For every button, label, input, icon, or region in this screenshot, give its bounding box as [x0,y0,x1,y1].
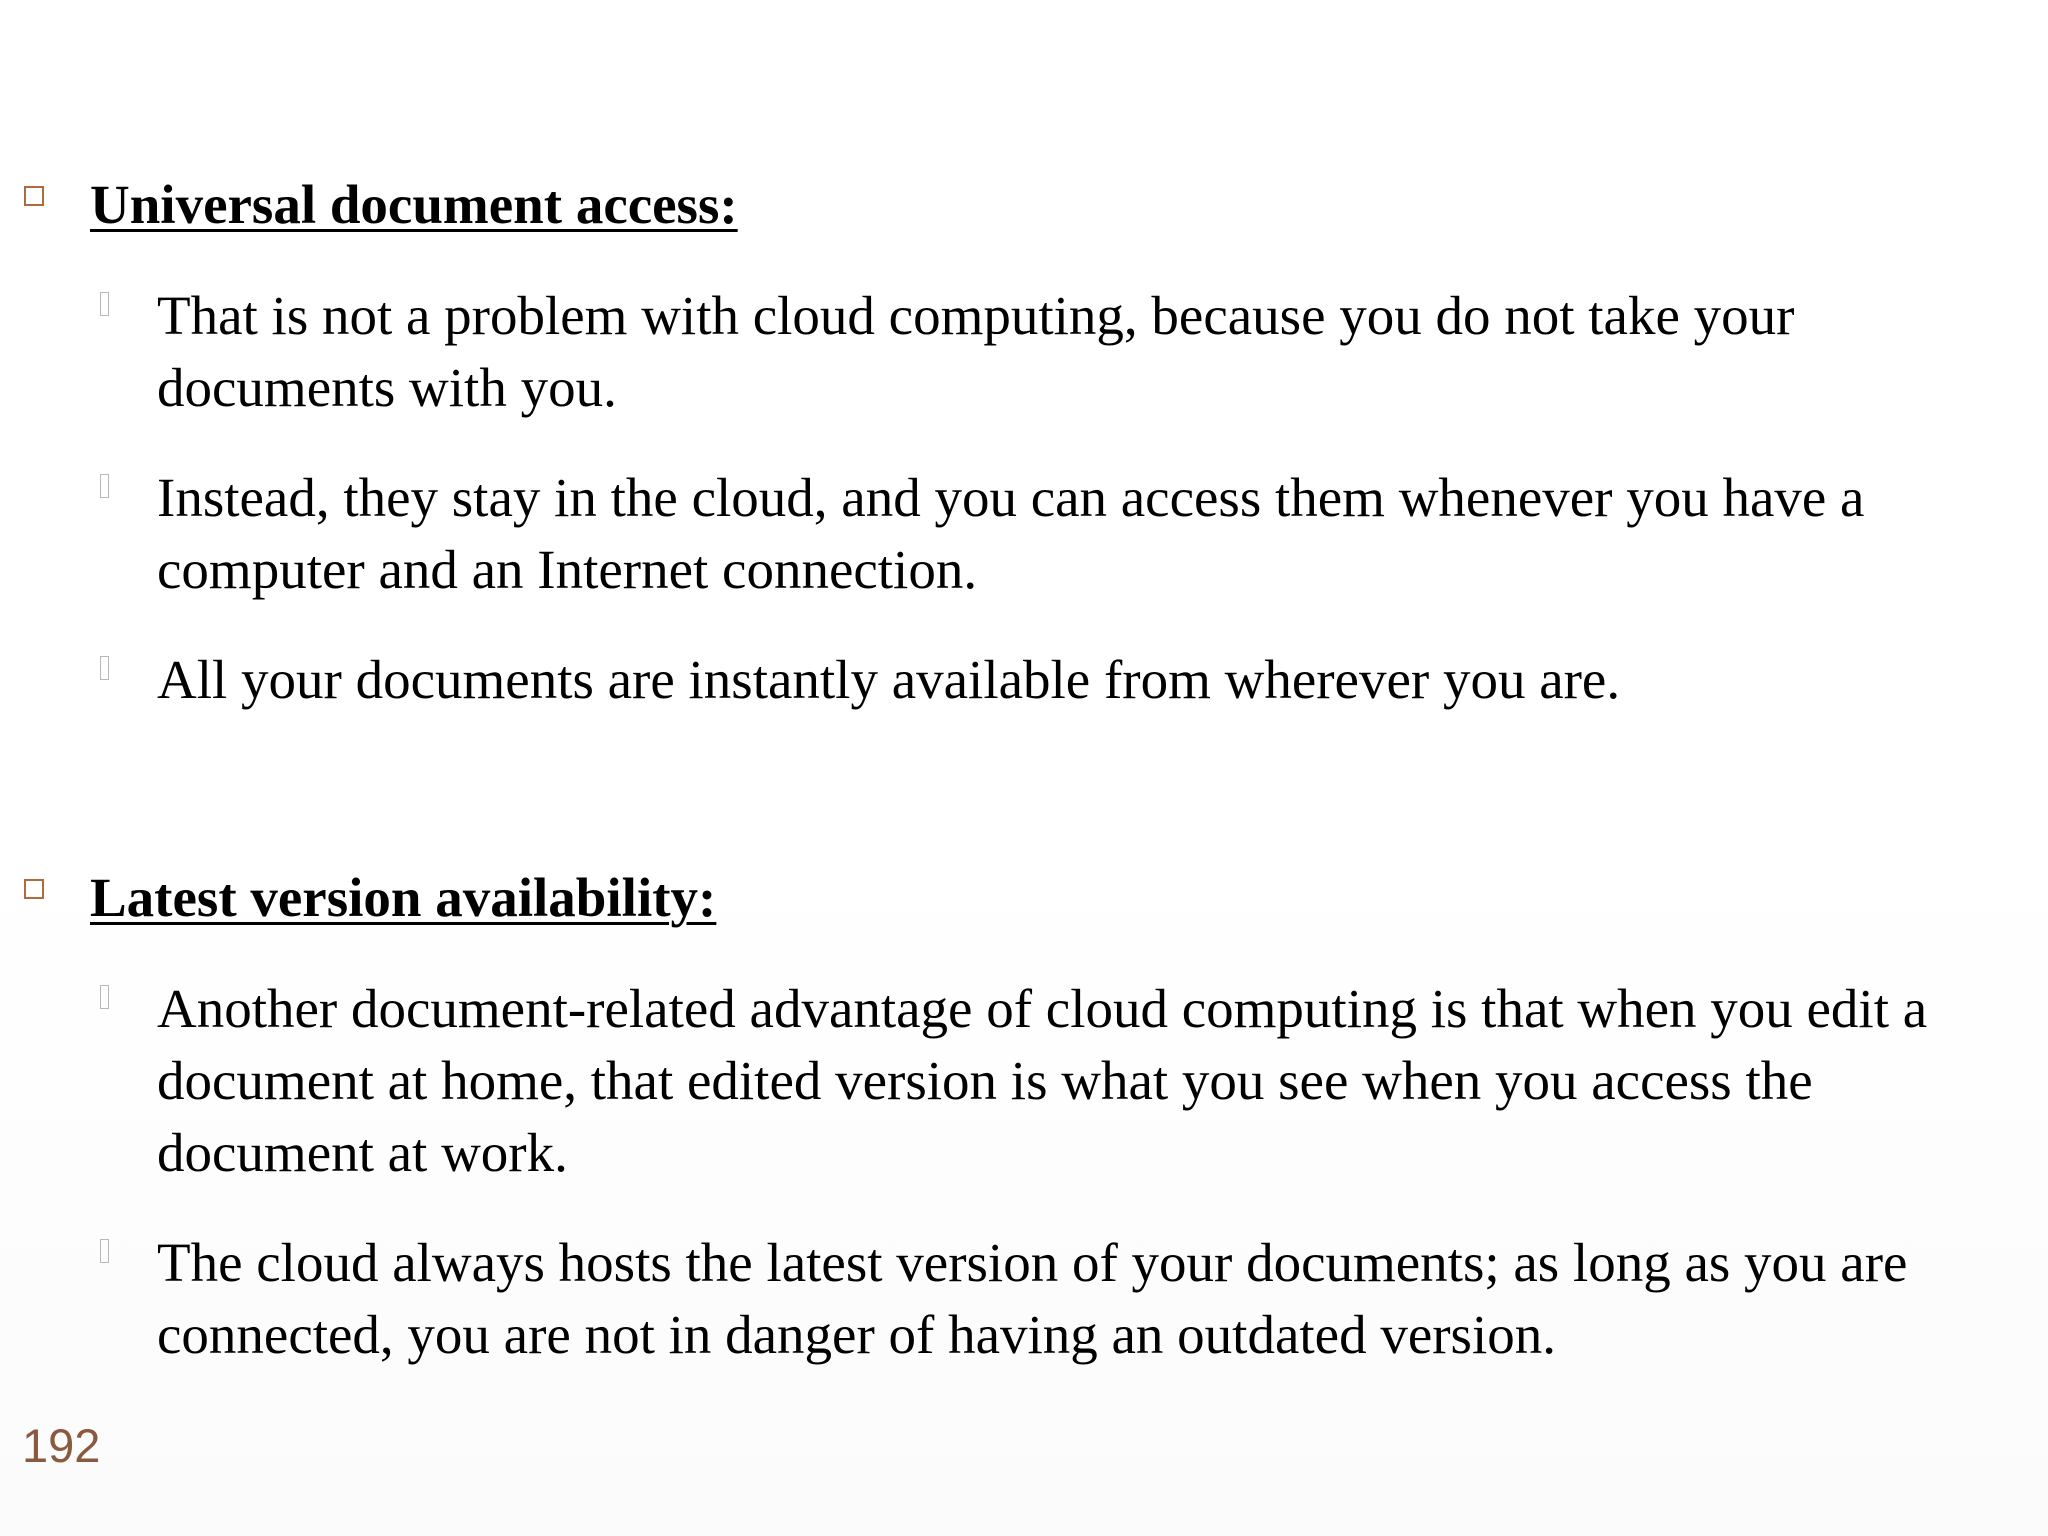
bullet-list [0,973,2048,1371]
section-heading: Latest version availability: [90,867,717,928]
section-universal-document-access [0,172,2048,754]
list-item-text: All your documents are instantly available from wherever you are. [157,649,1621,710]
list-item [0,280,2032,424]
list-item-text: Another document-related advantage of cloud computing is that when you edit a document at home, that edited version is what you see when you access the document at work. [157,978,1928,1183]
sub-bullet-icon [100,985,109,1009]
bullet-list [0,280,2048,716]
square-bullet-icon [24,186,44,206]
section-heading: Universal document access: [90,174,738,235]
sub-bullet-icon [100,474,109,498]
section-heading-row [0,865,2048,935]
list-item [0,644,2032,716]
list-item-text: The cloud always hosts the latest version of your documents; as long as you are connected, you are not in danger of having an outdated version. [157,1232,1908,1365]
list-item [0,462,2032,606]
list-item [0,973,2032,1189]
list-item [0,1227,2032,1371]
sub-bullet-icon [100,1239,109,1263]
list-item-text: That is not a problem with cloud computing, because you do not take your documents with you. [157,285,1795,418]
square-bullet-icon [24,879,44,899]
section-latest-version-availability [0,865,2048,1409]
sub-bullet-icon [100,656,109,680]
slide-number: 192 [22,1419,101,1472]
sub-bullet-icon [100,292,109,316]
list-item-text: Instead, they stay in the cloud, and you can access them whenever you have a computer and an Internet connection. [157,467,1865,600]
section-heading-row [0,172,2048,242]
